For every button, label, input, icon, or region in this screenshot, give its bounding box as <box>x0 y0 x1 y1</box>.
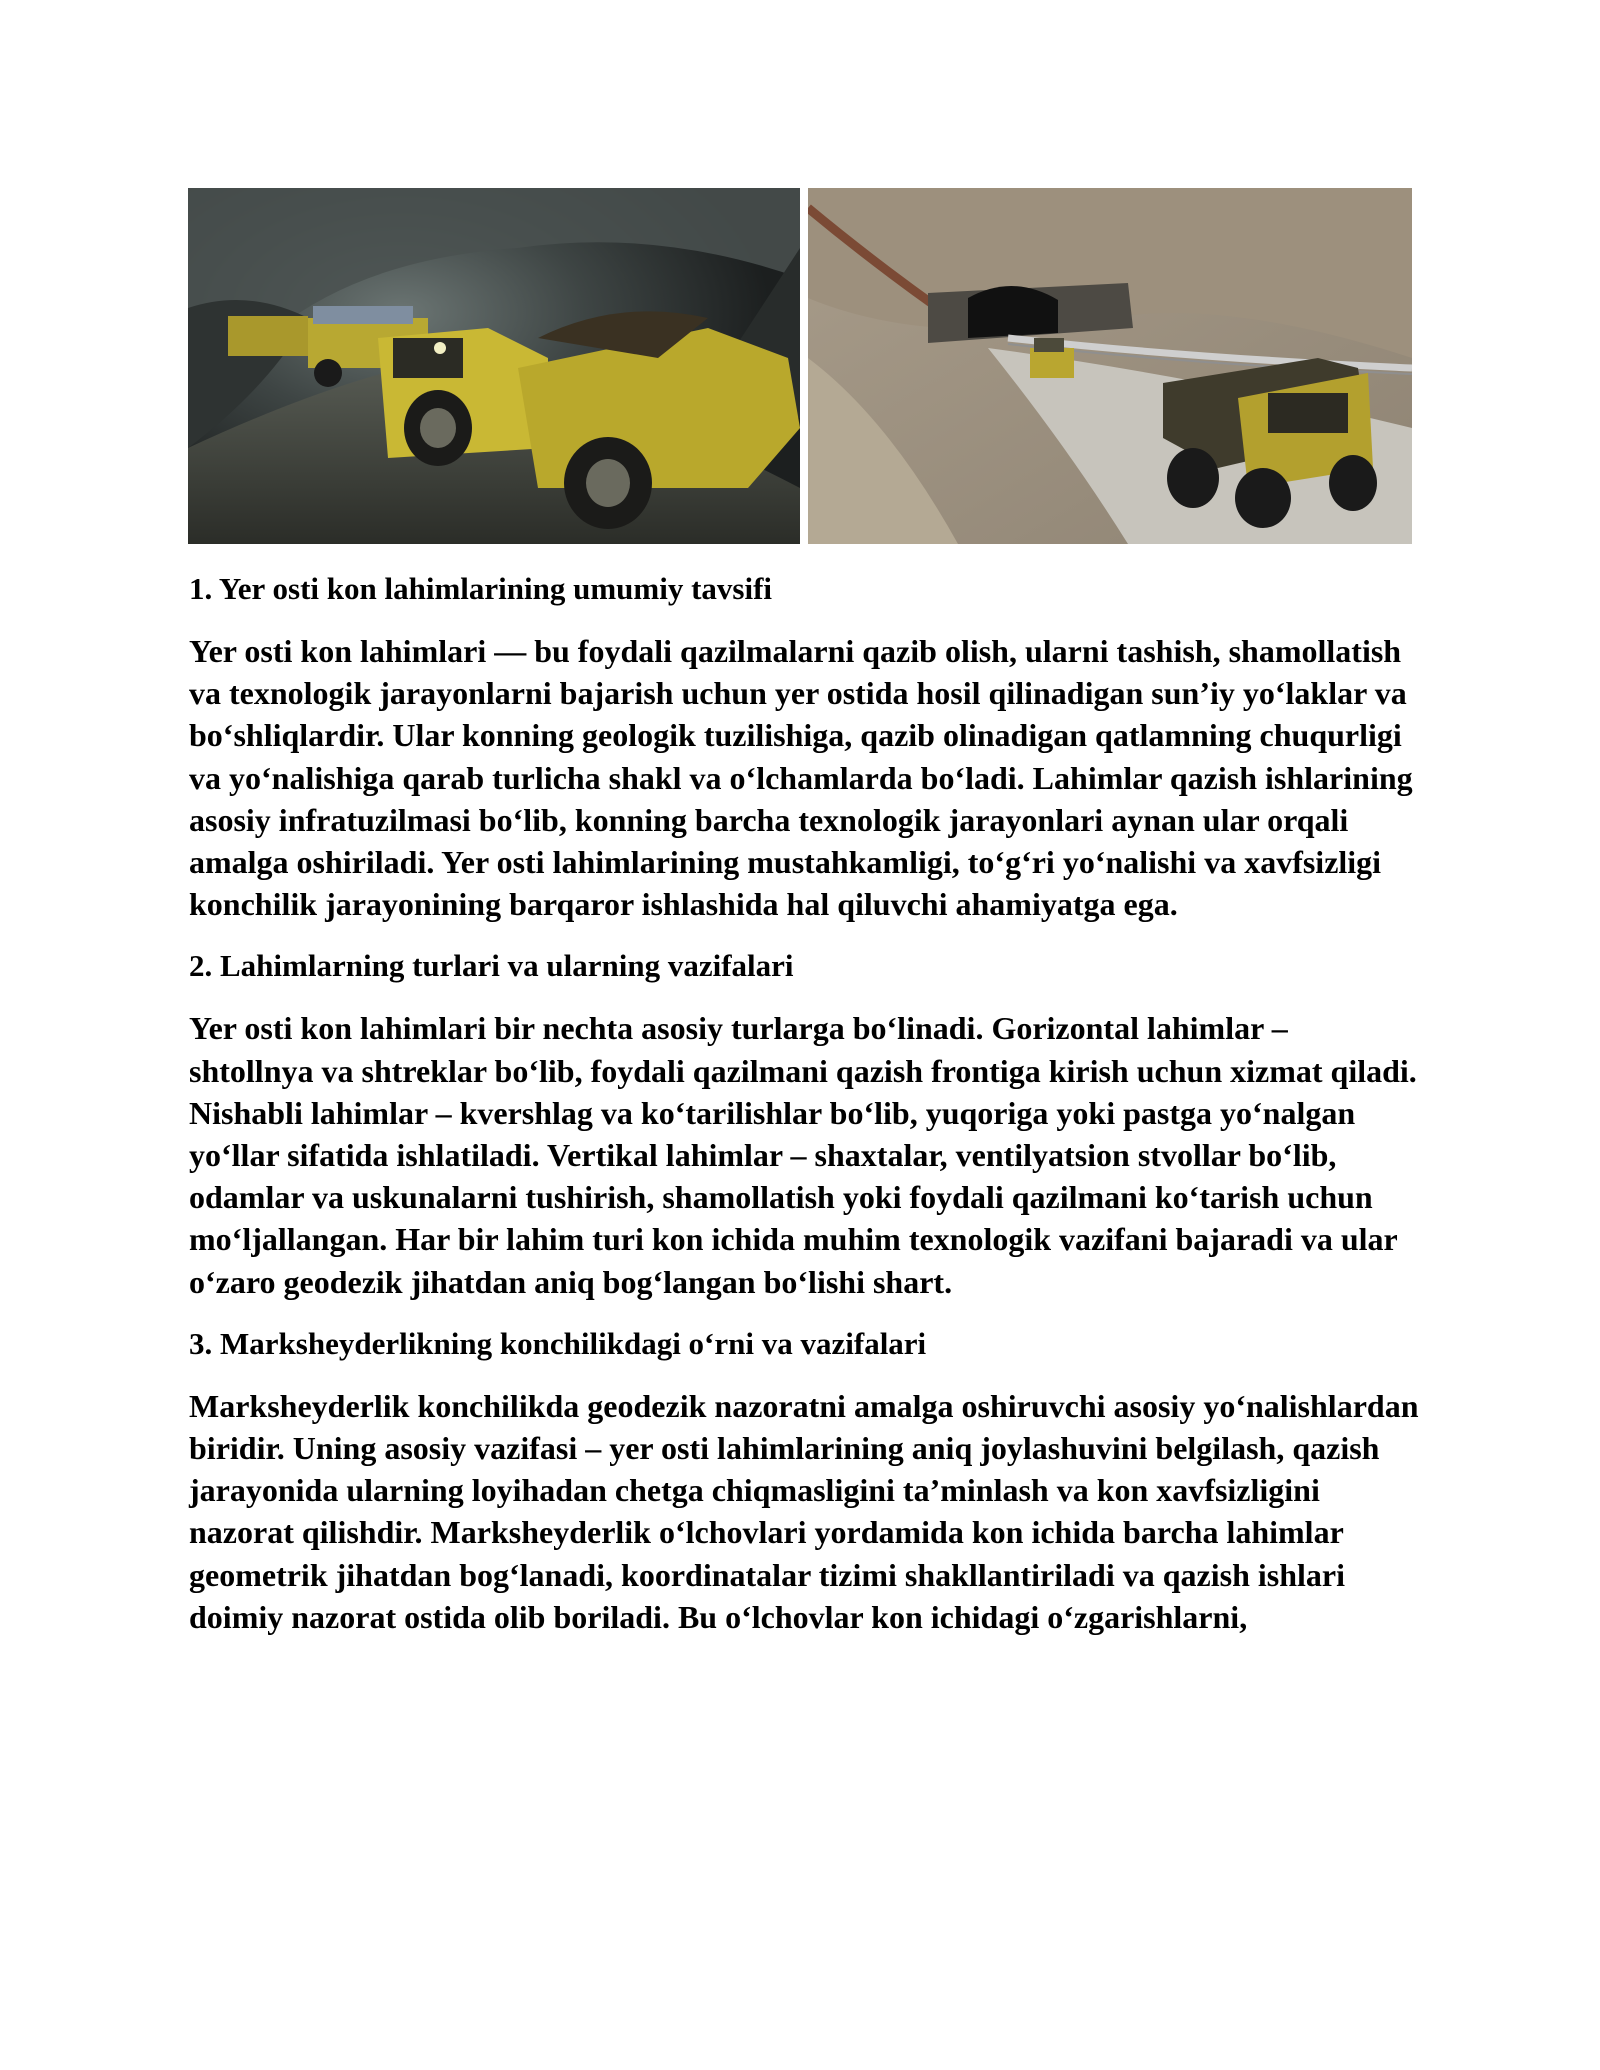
mine-portal-image <box>808 188 1412 544</box>
underground-tunnel-trucks-photo <box>188 188 800 544</box>
section-2-heading: 2. Lahimlarning turlari va ularning vazifalari <box>189 948 794 984</box>
mine-portal-road-truck-photo <box>808 188 1412 544</box>
section-3-body: Marksheyderlik konchilikda geodezik nazoratni amalga oshiruvchi asosiy yo‘nalishlardan biridir. Uning asosiy vazifasi – yer osti lahimlarining aniq joylashuvini belgilash, qazish jarayonida ularning loyihadan chetga chiqmasligini ta’minlash va kon xavfsizligini nazorat qilishdir. Marksheyderlik o‘lchovlari yordamida kon ichida barcha lahimlar geometrik jihatdan bog‘lanadi, koordinatalar tizimi shakllantiriladi va qazish ishlari doimiy nazorat ostida olib boriladi. Bu o‘lchovlar kon ichidagi o‘zgarishlarni, <box>189 1387 1419 1635</box>
section-3-heading: 3. Marksheyderlikning konchilikdagi o‘rni va vazifalari <box>189 1325 927 1361</box>
section-1-body: Yer osti kon lahimlari — bu foydali qazilmalarni qazib olish, ularni tashish, shamollatish va texnologik jarayonlarni bajarish uchun yer ostida hosil qilinadigan sun’iy yo‘laklar va bo‘shliqlardir. Ular konning geologik tuzilishiga, qazib olinadigan qatlamning chuqurligi va yo‘nalishiga qarab turlicha shakl va o‘lchamlarda bo‘ladi. Lahimlar qazish ishlarining asosiy infratuzilmasi bo‘lib, konning barcha texnologik jarayonlari aynan ular orqali amalga oshiriladi. Yer osti lahimlarining mustahkamligi, to‘g‘ri yo‘nalishi va xavfsizligi konchilik jarayonining barqaror ishlashida hal qiluvchi ahamiyatga ega. <box>189 633 1413 923</box>
header-photos <box>188 188 1412 544</box>
section-2-body: Yer osti kon lahimlari bir nechta asosiy turlarga bo‘linadi. Gorizontal lahimlar – shtollnya va shtreklar bo‘lib, foydali qazilmani qazish frontiga kirish uchun xizmat qiladi. Nishabli lahimlar – kvershlag va ko‘tarilishlar bo‘lib, yuqoriga yoki pastga yo‘nalgan yo‘llar sifatida ishlatiladi. Vertikal lahimlar – shaxtalar, ventilyatsion stvollar bo‘lib, odamlar va uskunalarni tushirish, shamollatish yoki foydali qazilmani ko‘tarish uchun mo‘ljallangan. Har bir lahim turi kon ichida muhim texnologik vazifani bajaradi va ular o‘zaro geodezik jihatdan aniq bog‘langan bo‘lishi shart. <box>189 1010 1417 1300</box>
section-1-heading: 1. Yer osti kon lahimlarining umumiy tavsifi <box>189 571 773 606</box>
underground-tunnel-image <box>188 188 800 544</box>
document-text <box>189 568 1419 1658</box>
